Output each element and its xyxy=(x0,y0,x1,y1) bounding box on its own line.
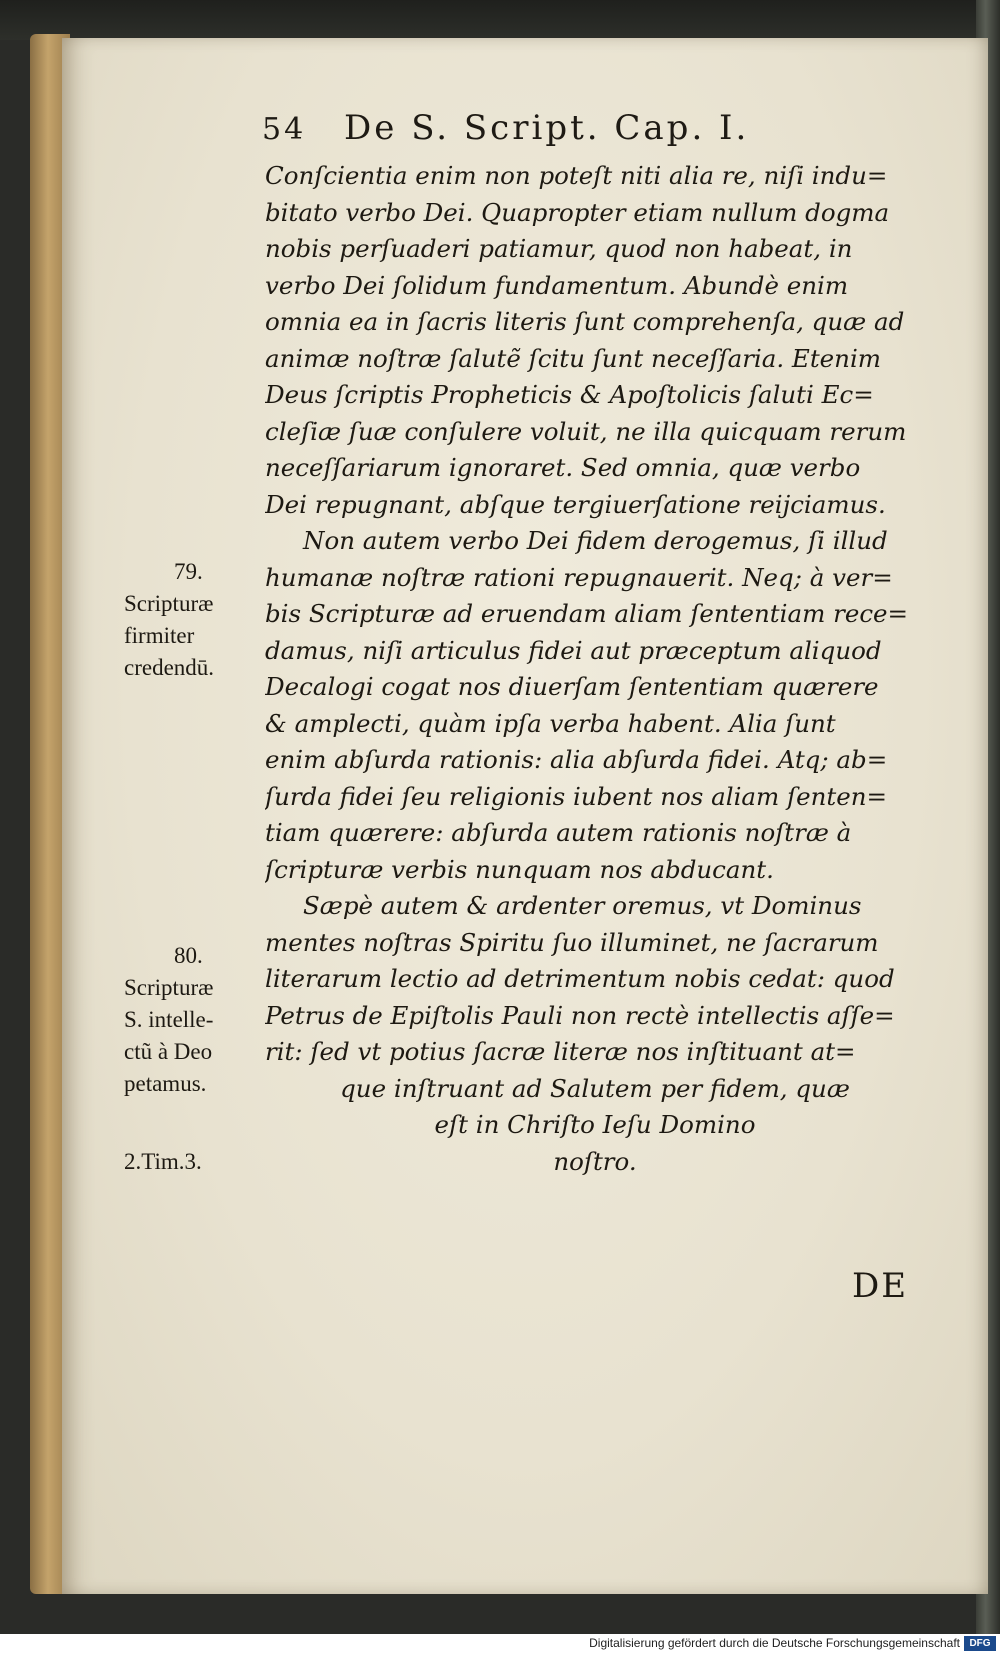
text-line: eſt in Chriſto Ieſu Domino xyxy=(434,1110,756,1139)
text-line: verbo Dei ſolidum fundamentum. Abundè enim xyxy=(265,270,849,300)
text-line: animæ noſtræ ſalutẽ ſcitu ſunt neceſſaria. Etenim xyxy=(265,343,882,373)
text-line: Non autem verbo Dei fidem derogemus, ſi illud xyxy=(303,526,888,555)
margin-note-79 xyxy=(124,556,259,684)
text-line: & amplecti, quàm ipſa verba habent. Alia ſunt xyxy=(265,708,836,738)
margin-note-line: S. intelle- xyxy=(124,1007,214,1032)
margin-note-reference xyxy=(124,1146,259,1178)
text-line: bis Scripturæ ad eruendam aliam ſententiam rece= xyxy=(265,599,909,628)
text-line: cleſiæ ſuæ conſulere voluit, ne illa quicquam rerum xyxy=(265,416,907,446)
scan-backdrop xyxy=(0,0,1000,40)
text-line: Deus ſcriptis Propheticis & Apoſtolicis ſaluti Ec= xyxy=(265,380,874,409)
page-number: 54 xyxy=(262,112,307,147)
margin-note-line: Scripturæ xyxy=(124,591,214,616)
text-line: omnia ea in ſacris literis ſunt comprehenſa, quæ ad xyxy=(265,307,905,336)
margin-note-80 xyxy=(124,940,259,1100)
text-line: que inſtruant ad Salutem per fidem, quæ xyxy=(340,1073,850,1103)
text-line: humanæ noſtræ rationi repugnauerit. Neq; à ver= xyxy=(265,562,893,592)
funding-credit: Digitalisierung gefördert durch die Deutsche Forschungsgemeinschaft xyxy=(589,1636,960,1650)
margin-note-number: 80. xyxy=(174,943,203,968)
text-line: tiam quærere: abſurda autem rationis noſtræ à xyxy=(265,818,852,847)
main-text-block xyxy=(265,158,925,1180)
text-line: damus, niſi articulus fidei aut præceptum aliquod xyxy=(265,635,882,665)
text-line: Dei repugnant, abſque tergiuerſatione reijciamus. xyxy=(265,489,886,519)
running-title: De S. Script. Cap. I. xyxy=(344,108,750,148)
running-header xyxy=(262,108,882,152)
text-line: literarum lectio ad detrimentum nobis cedat: quod xyxy=(265,964,895,993)
text-line: rit: ſed vt potius ſacræ literæ nos inſtituant at= xyxy=(265,1037,856,1066)
text-line: Conſcientia enim non poteſt niti alia re, niſi indu= xyxy=(265,161,888,190)
text-line: Decalogi cogat nos diuerſam ſententiam quærere xyxy=(265,672,879,701)
margin-note-line: Scripturæ xyxy=(124,975,214,1000)
dfg-logo-icon: DFG xyxy=(964,1636,996,1651)
text-line: enim abſurda rationis: alia abſurda fidei. Atq; ab= xyxy=(265,745,888,774)
margin-note-line: credendū. xyxy=(124,655,215,680)
margin-note-line: firmiter xyxy=(124,623,195,648)
text-line: Sæpè autem & ardenter oremus, vt Dominus xyxy=(303,891,862,920)
text-line: bitato verbo Dei. Quapropter etiam nullum dogma xyxy=(265,197,890,227)
text-line: mentes noſtras Spiritu ſuo illuminet, ne ſacrarum xyxy=(265,927,879,957)
text-line: ſcripturæ verbis nunquam nos abducant. xyxy=(265,854,774,884)
margin-note-number: 79. xyxy=(174,559,203,584)
margin-note-line: ctũ à Deo xyxy=(124,1039,213,1064)
margin-note-line: petamus. xyxy=(124,1071,207,1096)
text-line: ſurda fidei ſeu religionis iubent nos aliam ſenten= xyxy=(265,781,888,811)
text-line: nobis perſuaderi patiamur, quod non habeat, in xyxy=(265,234,853,263)
scripture-reference: 2.Tim.3. xyxy=(124,1149,202,1174)
text-line: noſtro. xyxy=(553,1146,637,1176)
catchword: DE xyxy=(852,1266,909,1306)
text-line: Petrus de Epiſtolis Pauli non rectè intellectis aſſe= xyxy=(265,1000,895,1030)
text-line: neceſſariarum ignoraret. Sed omnia, quæ verbo xyxy=(265,453,861,482)
